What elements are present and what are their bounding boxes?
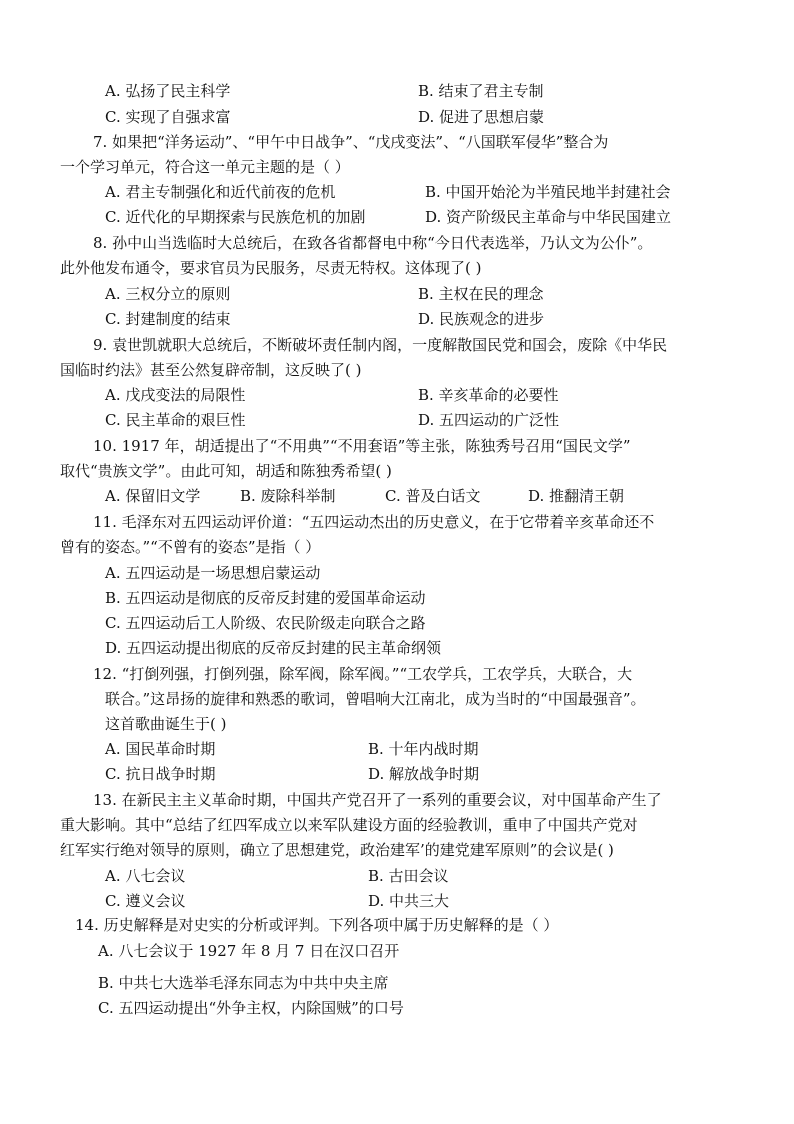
q9-option-a: A. 戊戌变法的局限性 [105,386,246,404]
q13-option-a: A. 八七会议 [105,867,186,885]
q13-stem-line3: 红军实行绝对领导的原则，确立了思想建党，政治建军’的建党建军原则”的会议是( ) [60,841,614,859]
q6-option-c: C. 实现了自强求富 [105,108,231,126]
q14-option-a: A. 八七会议于 1927 年 8 月 7 日在汉口召开 [98,942,400,960]
q9-option-b: B. 辛亥革命的必要性 [418,386,559,404]
q9-option-d: D. 五四运动的广泛性 [418,411,560,429]
q10-stem-line2: 取代“贵族文学”。由此可知，胡适和陈独秀希望( ) [60,462,392,480]
q12-option-d: D. 解放战争时期 [368,765,480,783]
q7-option-b: B. 中国开始沦为半殖民地半封建社会 [425,183,671,201]
q14-option-b: B. 中共七大选举毛泽东同志为中共中央主席 [98,974,389,992]
q13-stem-line1: 13. 在新民主主义革命时期，中国共产党召开了一系列的重要会议，对中国革命产生了 [93,791,662,809]
q13-option-c: C. 遵义会议 [105,892,186,910]
q11-option-a: A. 五四运动是一场思想启蒙运动 [105,564,321,582]
q11-stem-line2: 曾有的姿态。”“不曾有的姿态”是指（ ） [60,538,321,556]
q12-option-c: C. 抗日战争时期 [105,765,216,783]
q10-option-d: D. 推翻清王朝 [528,487,625,505]
q12-stem-line1: 12. “打倒列强，打倒列强，除军阀，除军阀。”“工农学兵，工农学兵，大联合，大 [93,665,633,683]
q8-option-b: B. 主权在民的理念 [418,285,544,303]
q13-option-b: B. 古田会议 [368,867,449,885]
q8-stem-line1: 8. 孙中山当选临时大总统后，在致各省都督电中称“今日代表选举，乃认文为公仆”。 [93,234,653,252]
q14-option-c: C. 五四运动提出“外争主权，内除国贼”的口号 [98,999,404,1017]
q8-option-a: A. 三权分立的原则 [105,285,231,303]
q9-stem-line1: 9. 袁世凯就职大总统后，不断破坏责任制内阁，一度解散国民党和国会，废除《中华民 [93,336,668,354]
q8-option-c: C. 封建制度的结束 [105,310,231,328]
q8-option-d: D. 民族观念的进步 [418,310,545,328]
q12-stem-line2: 联合。”这昂扬的旋律和熟悉的歌词，曾唱响大江南北，成为当时的“中国最强音”。 [105,690,646,708]
q7-stem-line1: 7. 如果把“洋务运动”、“甲午中日战争”、“戊戌变法”、“八国联军侵华”整合为 [93,133,609,151]
q11-option-d: D. 五四运动提出彻底的反帝反封建的民主革命纲领 [105,639,442,657]
q13-option-d: D. 中共三大 [368,892,450,910]
q13-stem-line2: 重大影响。其中“总结了红四军成立以来军队建设方面的经验教训，重申了中国共产党对 [60,816,638,834]
q7-option-a: A. 君主专制强化和近代前夜的危机 [105,183,336,201]
q11-stem-line1: 11. 毛泽东对五四运动评价道：“五四运动杰出的历史意义，在于它带着辛亥革命还不 [93,513,655,531]
q11-option-b: B. 五四运动是彻底的反帝反封建的爱国革命运动 [105,589,426,607]
q7-option-c: C. 近代化的早期探索与民族危机的加剧 [105,208,366,226]
q12-option-a: A. 国民革命时期 [105,740,216,758]
q10-stem-line1: 10. 1917 年，胡适提出了“不用典”“不用套语”等主张，陈独秀号召用“国民文学” [93,437,631,455]
q14-stem-line1: 14. 历史解释是对史实的分析或评判。下列各项中属于历史解释的是（ ） [75,916,559,934]
q9-option-c: C. 民主革命的艰巨性 [105,411,246,429]
q6-option-a: A. 弘扬了民主科学 [105,82,231,100]
q7-stem-line2: 一个学习单元，符合这一单元主题的是（ ） [60,158,350,176]
q10-option-c: C. 普及白话文 [385,487,481,505]
q6-option-b: B. 结束了君主专制 [418,82,544,100]
q10-option-a: A. 保留旧文学 [105,487,201,505]
q11-option-c: C. 五四运动后工人阶级、农民阶级走向联合之路 [105,614,426,632]
q10-option-b: B. 废除科举制 [240,487,336,505]
q9-stem-line2: 国临时约法》甚至公然复辟帝制，这反映了( ) [60,361,362,379]
q6-option-d: D. 促进了思想启蒙 [418,108,545,126]
q12-option-b: B. 十年内战时期 [368,740,479,758]
q12-stem-line3: 这首歌曲诞生于( ) [105,715,227,733]
q7-option-d: D. 资产阶级民主革命与中华民国建立 [425,208,672,226]
q8-stem-line2: 此外他发布通令，要求官员为民服务，尽责无特权。这体现了( ) [60,259,482,277]
